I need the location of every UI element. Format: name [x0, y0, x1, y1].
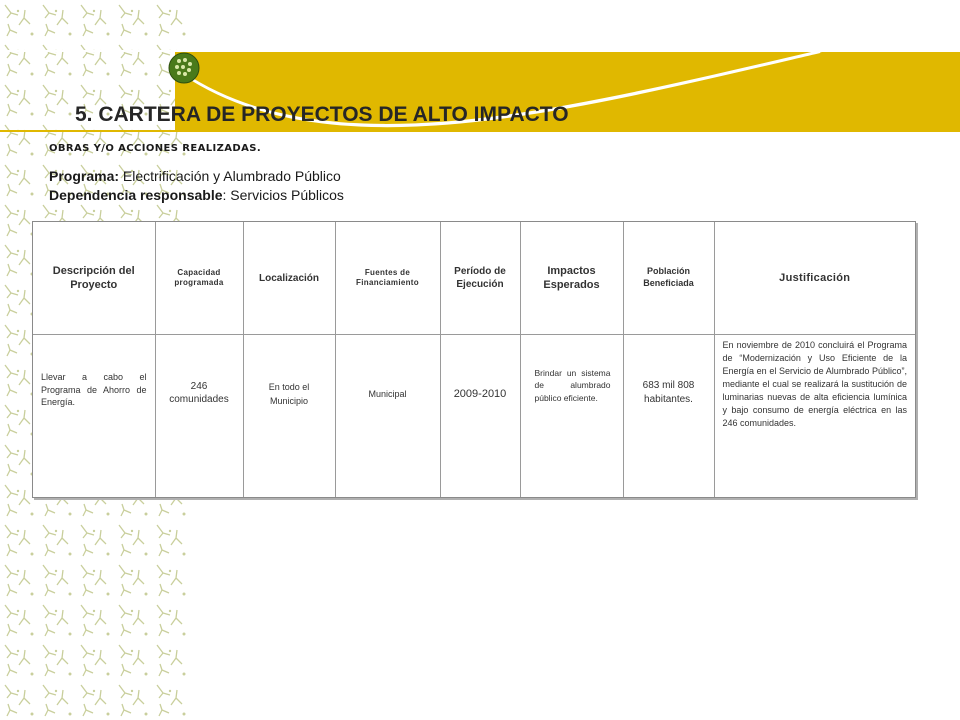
- programa-value: Electrificación y Alumbrado Público: [119, 168, 341, 184]
- section-subtitle: OBRAS Y/O ACCIONES REALIZADAS.: [49, 143, 262, 154]
- header-poblacion: Población Beneficiada: [623, 222, 714, 335]
- header-capacidad: Capacidad programada: [155, 222, 243, 335]
- header-justificacion: Justificación: [714, 222, 915, 335]
- cell-periodo: 2009-2010: [440, 335, 520, 498]
- header-localizacion: Localización: [243, 222, 335, 335]
- dependencia-line: [49, 187, 344, 203]
- projects-table: [33, 222, 915, 497]
- cell-impactos: Brindar un sistema de alumbrado público eficiente.: [520, 335, 623, 498]
- cell-descripcion: Llevar a cabo el Programa de Ahorro de Energía.: [33, 335, 155, 498]
- table-row: [33, 335, 915, 498]
- dependencia-label: Dependencia responsable: [49, 187, 223, 203]
- cell-localizacion: En todo el Municipio: [243, 335, 335, 498]
- programa-line: [49, 168, 341, 184]
- projects-table-container: [32, 221, 916, 498]
- cell-fuentes: Municipal: [335, 335, 440, 498]
- header-periodo: Período de Ejecución: [440, 222, 520, 335]
- cell-poblacion: 683 mil 808 habitantes.: [623, 335, 714, 498]
- green-dots-circle-icon: [168, 52, 200, 84]
- cell-capacidad: 246 comunidades: [155, 335, 243, 498]
- page-title: 5. CARTERA DE PROYECTOS DE ALTO IMPACTO: [75, 103, 569, 126]
- header-descripcion: Descripción del Proyecto: [33, 222, 155, 335]
- dependencia-value: : Servicios Públicos: [222, 187, 344, 203]
- header-fuentes: Fuentes de Financiamiento: [335, 222, 440, 335]
- table-header-row: [33, 222, 915, 335]
- cell-justificacion: En noviembre de 2010 concluirá el Programa de “Modernización y Uso Eficiente de la Energía en el Servicio de Alumbrado Público”, mediante el cual se realizará la sustitución de luminarias nuevas de alta eficiencia lumínica y bajo consumo de energía eléctrica en las 246 comunidades.: [722, 340, 907, 429]
- programa-label: Programa:: [49, 168, 120, 184]
- header-impactos: Impactos Esperados: [520, 222, 623, 335]
